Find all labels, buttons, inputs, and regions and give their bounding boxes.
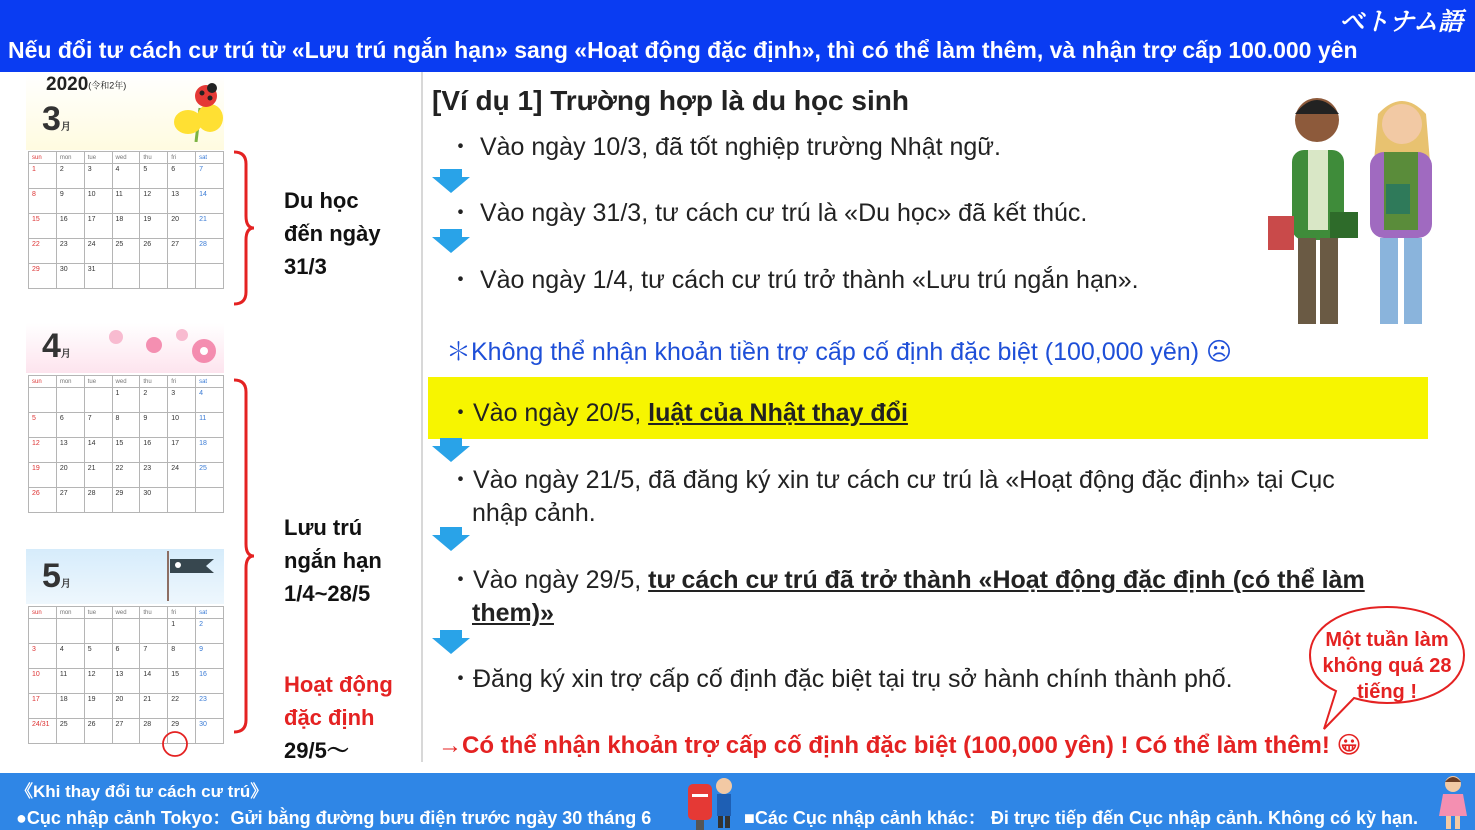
calendar-day-cell: 17 bbox=[84, 214, 112, 239]
calendar-day-cell: 21 bbox=[140, 694, 168, 719]
calendar-day-cell: 10 bbox=[29, 669, 57, 694]
calendar-day-cell: 13 bbox=[168, 189, 196, 214]
calendar-day-cell: 15 bbox=[29, 214, 57, 239]
calendar-april-header bbox=[26, 323, 224, 373]
weekday-label: sat bbox=[196, 607, 224, 619]
calendar-day-cell: 3 bbox=[84, 164, 112, 189]
calendar-grid-may bbox=[28, 606, 224, 744]
calendar-week-row bbox=[29, 239, 224, 264]
step-status-granted: ・Vào ngày 29/5, tư cách cư trú đã trở thành «Hoạt động đặc định (có thể làm them)» bbox=[448, 566, 1365, 627]
girl-icon bbox=[1436, 774, 1470, 830]
calendar-day-cell: 15 bbox=[112, 438, 140, 463]
weekday-label: fri bbox=[168, 152, 196, 164]
calendar-day-cell: 17 bbox=[168, 438, 196, 463]
koinobori-icon bbox=[162, 551, 222, 601]
calendar-day-cell: 11 bbox=[112, 189, 140, 214]
period-line: 1/4~28/5 bbox=[284, 581, 371, 606]
calendar-day-cell: 20 bbox=[112, 694, 140, 719]
calendar-day-cell: 7 bbox=[84, 413, 112, 438]
weekday-label: thu bbox=[140, 607, 168, 619]
calendar-day-cell bbox=[29, 619, 57, 644]
calendar-week-row bbox=[29, 413, 224, 438]
period-designated bbox=[284, 668, 393, 767]
calendar-day-cell: 3 bbox=[29, 644, 57, 669]
calendar-day-cell: 21 bbox=[196, 214, 224, 239]
calendar-day-cell: 27 bbox=[56, 488, 84, 513]
month-unit: 月 bbox=[60, 122, 71, 133]
postbox-icon bbox=[684, 774, 738, 830]
calendar-day-cell bbox=[196, 488, 224, 513]
calendar-day-cell: 6 bbox=[56, 413, 84, 438]
calendar-day-cell bbox=[112, 619, 140, 644]
arrow-down-icon bbox=[432, 169, 470, 193]
calendar-day-cell: 23 bbox=[140, 463, 168, 488]
calendar-day-cell bbox=[168, 264, 196, 289]
calendar-day-cell: 25 bbox=[196, 463, 224, 488]
calendar-month-number: 5 bbox=[42, 557, 61, 595]
headline: Nếu đổi tư cách cư trú từ «Lưu trú ngắn hạn» sang «Hoạt động đặc định», thì có thể làm thêm, và nhận trợ cấp 100.000 yên bbox=[8, 37, 1358, 63]
calendar-day-cell: 1 bbox=[112, 388, 140, 413]
ladybug-flower-icon bbox=[166, 78, 226, 142]
calendar-day-cell: 28 bbox=[84, 488, 112, 513]
calendar-day-cell: 16 bbox=[196, 669, 224, 694]
arrow-down-icon bbox=[432, 438, 470, 462]
arrow-down-icon bbox=[432, 630, 470, 654]
footer-heading: 《Khi thay đổi tư cách cư trú》 bbox=[16, 782, 268, 801]
calendar-day-cell: 9 bbox=[196, 644, 224, 669]
calendar-day-cell: 8 bbox=[112, 413, 140, 438]
step-graduation: ・ Vào ngày 10/3, đã tốt nghiệp trường Nhật ngữ. bbox=[448, 133, 1001, 161]
calendar-day-cell: 11 bbox=[56, 669, 84, 694]
calendar-week-row bbox=[29, 694, 224, 719]
calendar-day-cell: 16 bbox=[140, 438, 168, 463]
calendar-day-cell: 16 bbox=[56, 214, 84, 239]
calendar-week-row bbox=[29, 388, 224, 413]
step-study-ended: ・ Vào ngày 31/3, tư cách cư trú là «Du học» đã kết thúc. bbox=[448, 199, 1088, 227]
calendar-day-cell: 14 bbox=[84, 438, 112, 463]
calendar-day-cell: 10 bbox=[168, 413, 196, 438]
work-limit-note: Một tuần làm không quá 28 tiếng ! bbox=[1322, 629, 1452, 703]
calendar-day-cell bbox=[84, 388, 112, 413]
calendar-day-cell bbox=[29, 388, 57, 413]
example-title: [Ví dụ 1] Trường hợp là du học sinh bbox=[432, 85, 909, 116]
calendar-day-cell: 29 bbox=[29, 264, 57, 289]
calendar-day-cell: 1 bbox=[29, 164, 57, 189]
calendar-day-cell: 2 bbox=[56, 164, 84, 189]
calendar-day-cell: 24/31 bbox=[29, 719, 57, 744]
sakura-icon bbox=[96, 325, 224, 371]
calendar-month-number: 4 bbox=[42, 327, 61, 365]
calendar-day-cell: 12 bbox=[29, 438, 57, 463]
calendar-day-cell: 22 bbox=[29, 239, 57, 264]
calendar-day-cell: 20 bbox=[56, 463, 84, 488]
calendar-day-cell: 11 bbox=[196, 413, 224, 438]
calendar-day-cell: 13 bbox=[56, 438, 84, 463]
calendar-day-cell bbox=[84, 619, 112, 644]
weekday-label: thu bbox=[140, 376, 168, 388]
calendar-day-cell: 28 bbox=[140, 719, 168, 744]
calendar-week-row bbox=[29, 719, 224, 744]
calendar-day-cell: 19 bbox=[84, 694, 112, 719]
calendar-day-cell: 31 bbox=[84, 264, 112, 289]
calendar-day-cell: 9 bbox=[56, 189, 84, 214]
calendar-day-cell bbox=[168, 488, 196, 513]
weekday-label: sun bbox=[29, 376, 57, 388]
weekday-label: sun bbox=[29, 152, 57, 164]
calendar-day-cell: 13 bbox=[112, 669, 140, 694]
calendar-day-cell: 29 bbox=[168, 719, 196, 744]
calendar-day-cell: 20 bbox=[168, 214, 196, 239]
calendar-week-row bbox=[29, 189, 224, 214]
calendar-grid-march bbox=[28, 151, 224, 289]
column-divider bbox=[421, 72, 423, 762]
law-change-emphasis: luật của Nhật thay đổi bbox=[648, 399, 908, 427]
period-line: ngắn hạn bbox=[284, 548, 382, 573]
calendar-day-cell: 14 bbox=[196, 189, 224, 214]
calendar-week-row bbox=[29, 488, 224, 513]
calendar-day-cell: 4 bbox=[56, 644, 84, 669]
arrow-down-icon bbox=[432, 527, 470, 551]
calendar-day-cell: 19 bbox=[29, 463, 57, 488]
header-bar bbox=[0, 0, 1475, 72]
calendar-day-cell bbox=[56, 619, 84, 644]
calendar-day-cell: 22 bbox=[112, 463, 140, 488]
period-line: Hoạt động bbox=[284, 672, 393, 697]
calendar-day-cell: 19 bbox=[140, 214, 168, 239]
period-line: đến ngày bbox=[284, 221, 381, 246]
period-study bbox=[284, 184, 381, 283]
month-unit: 月 bbox=[60, 579, 71, 590]
calendar-day-cell: 23 bbox=[56, 239, 84, 264]
calendar-day-cell bbox=[112, 264, 140, 289]
calendar-day-cell: 3 bbox=[168, 388, 196, 413]
period-line: đặc định bbox=[284, 705, 375, 730]
calendar-day-cell bbox=[140, 619, 168, 644]
calendar-day-cell: 12 bbox=[84, 669, 112, 694]
weekday-label: sat bbox=[196, 152, 224, 164]
calendar-day-cell: 24 bbox=[84, 239, 112, 264]
step-application: ・Vào ngày 21/5, đã đăng ký xin tư cách cư trú là «Hoạt động đặc định» tại Cục nhập cảnh. bbox=[448, 466, 1335, 527]
calendar-day-cell: 15 bbox=[168, 669, 196, 694]
not-eligible-note: ＊Không thể nhận khoản tiền trợ cấp cố định đặc biệt (100,000 yên) ☹ bbox=[446, 338, 1233, 366]
calendar-day-cell: 29 bbox=[112, 488, 140, 513]
brace-study bbox=[232, 150, 256, 306]
calendar-day-cell: 24 bbox=[168, 463, 196, 488]
calendar-day-cell: 8 bbox=[29, 189, 57, 214]
weekday-label: wed bbox=[112, 152, 140, 164]
weekday-label: fri bbox=[168, 376, 196, 388]
calendar-day-cell: 4 bbox=[196, 388, 224, 413]
calendar-may-header bbox=[26, 549, 224, 604]
calendar-week-row bbox=[29, 619, 224, 644]
footer-tokyo-info: ●Cục nhập cảnh Tokyo：Gửi bằng đường bưu điện trước ngày 30 tháng 6 bbox=[16, 808, 652, 828]
calendar-day-cell bbox=[140, 264, 168, 289]
date-circle-marker bbox=[161, 730, 189, 758]
calendar-day-cell: 18 bbox=[196, 438, 224, 463]
step-law-change: ・Vào ngày 20/5, luật của Nhật thay đổi bbox=[448, 399, 908, 427]
weekday-label: thu bbox=[140, 152, 168, 164]
calendar-day-cell: 7 bbox=[140, 644, 168, 669]
footer-other-offices-info: ■Các Cục nhập cảnh khác： Đi trực tiếp đến Cục nhập cảnh. Không có kỳ hạn. bbox=[744, 808, 1419, 828]
calendar-day-cell: 22 bbox=[168, 694, 196, 719]
calendar-day-cell: 17 bbox=[29, 694, 57, 719]
calendar-day-cell: 2 bbox=[196, 619, 224, 644]
weekday-label: wed bbox=[112, 376, 140, 388]
period-line: 29/5〜 bbox=[284, 738, 349, 763]
calendar-day-cell: 28 bbox=[196, 239, 224, 264]
calendar-day-cell: 5 bbox=[84, 644, 112, 669]
period-short-stay bbox=[284, 511, 382, 610]
calendar-day-cell: 4 bbox=[112, 164, 140, 189]
calendar-day-cell: 30 bbox=[56, 264, 84, 289]
month-unit: 月 bbox=[60, 349, 71, 360]
weekday-label: mon bbox=[56, 607, 84, 619]
calendar-day-cell: 27 bbox=[168, 239, 196, 264]
calendar-week-row bbox=[29, 164, 224, 189]
calendar-day-cell: 26 bbox=[29, 488, 57, 513]
calendar-week-row bbox=[29, 463, 224, 488]
weekday-label: tue bbox=[84, 376, 112, 388]
calendar-day-cell bbox=[196, 264, 224, 289]
calendar-day-cell: 8 bbox=[168, 644, 196, 669]
calendar-day-cell: 9 bbox=[140, 413, 168, 438]
language-label: ベトナム語 bbox=[1339, 8, 1463, 36]
weekday-label: tue bbox=[84, 607, 112, 619]
calendar-day-cell: 26 bbox=[140, 239, 168, 264]
calendar-day-cell: 30 bbox=[140, 488, 168, 513]
calendar-day-cell: 5 bbox=[29, 413, 57, 438]
calendar-day-cell: 21 bbox=[84, 463, 112, 488]
calendar-week-row bbox=[29, 214, 224, 239]
calendar-day-cell: 14 bbox=[140, 669, 168, 694]
calendar-day-cell: 25 bbox=[112, 239, 140, 264]
period-line: 31/3 bbox=[284, 254, 327, 279]
calendar-day-cell: 2 bbox=[140, 388, 168, 413]
calendar-day-cell: 18 bbox=[56, 694, 84, 719]
calendar-day-cell: 23 bbox=[196, 694, 224, 719]
step-short-stay: ・ Vào ngày 1/4, tư cách cư trú trở thành «Lưu trú ngắn hạn». bbox=[448, 266, 1139, 294]
result-message: →Có thể nhận khoản trợ cấp cố định đặc biệt (100,000 yên) ! Có thể làm thêm! 😀 bbox=[438, 732, 1362, 759]
calendar-day-cell: 6 bbox=[168, 164, 196, 189]
calendar-era: (令和2年) bbox=[88, 80, 127, 91]
weekday-label: mon bbox=[56, 376, 84, 388]
students-illustration bbox=[1262, 92, 1442, 328]
weekday-label: mon bbox=[56, 152, 84, 164]
calendar-week-row bbox=[29, 438, 224, 463]
calendar-week-row bbox=[29, 669, 224, 694]
weekday-label: fri bbox=[168, 607, 196, 619]
calendar-day-cell: 10 bbox=[84, 189, 112, 214]
arrow-down-icon bbox=[432, 229, 470, 253]
period-line: Du học bbox=[284, 188, 359, 213]
brace-short-stay bbox=[232, 378, 256, 734]
calendar-day-cell: 27 bbox=[112, 719, 140, 744]
weekday-label: wed bbox=[112, 607, 140, 619]
calendar-day-cell bbox=[56, 388, 84, 413]
calendar-day-cell: 25 bbox=[56, 719, 84, 744]
calendar-day-cell: 18 bbox=[112, 214, 140, 239]
calendar-year: 2020 bbox=[46, 74, 89, 95]
calendar-week-row bbox=[29, 644, 224, 669]
calendar-day-cell: 6 bbox=[112, 644, 140, 669]
calendar-week-row bbox=[29, 264, 224, 289]
period-line: Lưu trú bbox=[284, 515, 363, 540]
calendar-day-cell: 5 bbox=[140, 164, 168, 189]
calendar-day-cell: 1 bbox=[168, 619, 196, 644]
calendar-day-cell: 26 bbox=[84, 719, 112, 744]
calendar-grid-april bbox=[28, 375, 224, 513]
calendar-day-cell: 12 bbox=[140, 189, 168, 214]
weekday-label: sun bbox=[29, 607, 57, 619]
weekday-label: tue bbox=[84, 152, 112, 164]
step-apply-subsidy: ・Đăng ký xin trợ cấp cố định đặc biệt tại trụ sở hành chính thành phố. bbox=[448, 665, 1233, 693]
calendar-month-number: 3 bbox=[42, 100, 61, 138]
calendar-day-cell: 7 bbox=[196, 164, 224, 189]
calendar-march-header bbox=[26, 72, 224, 150]
calendar-day-cell: 30 bbox=[196, 719, 224, 744]
weekday-label: sat bbox=[196, 376, 224, 388]
